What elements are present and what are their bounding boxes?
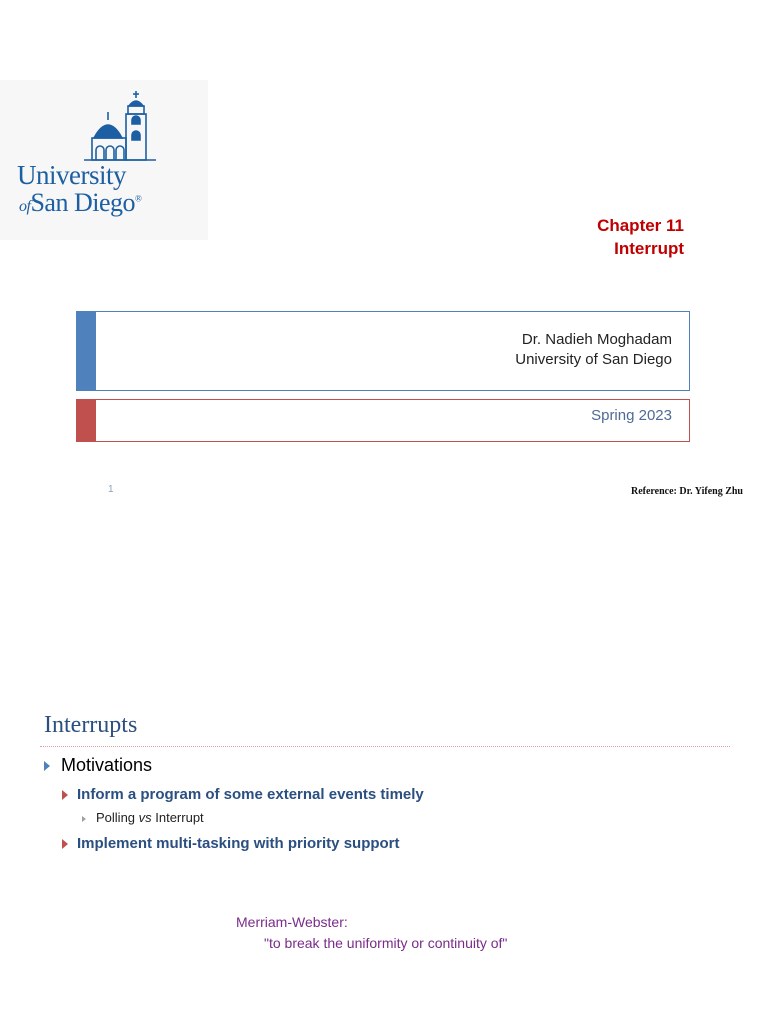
chapter-title: Interrupt bbox=[614, 239, 684, 258]
logo-wordmark-line1: University bbox=[17, 160, 126, 190]
bullet-arrow-icon bbox=[62, 790, 68, 800]
logo-of: of bbox=[19, 198, 31, 215]
reference-note: Reference: Dr. Yifeng Zhu bbox=[630, 486, 743, 497]
mission-building-logo-icon bbox=[84, 90, 156, 162]
bullet-l3-post: Interrupt bbox=[151, 810, 204, 825]
quote-text: "to break the uniformity or continuity of" bbox=[264, 935, 508, 951]
chapter-heading bbox=[597, 214, 684, 260]
bullet-level1-text: Motivations bbox=[61, 755, 153, 775]
bullet-arrow-icon bbox=[82, 816, 86, 822]
university-logo bbox=[0, 80, 208, 240]
bullet-level2-text: Inform a program of some external events timely bbox=[77, 786, 424, 803]
author-name: Dr. Nadieh Moghadam bbox=[521, 331, 672, 348]
title-divider bbox=[40, 746, 730, 747]
bullet-level3 bbox=[82, 810, 204, 825]
bullet-level1 bbox=[44, 755, 152, 776]
chapter-number: Chapter 11 bbox=[597, 216, 684, 235]
bullet-level2-text: Implement multi-tasking with priority support bbox=[77, 835, 400, 852]
term-box bbox=[76, 399, 690, 442]
author-institution: University of San Diego bbox=[515, 351, 672, 368]
bullet-arrow-icon bbox=[62, 839, 68, 849]
slide-title: Interrupts bbox=[44, 712, 138, 738]
author-box bbox=[76, 311, 690, 391]
bullet-level2 bbox=[62, 833, 400, 852]
term-accent-bar bbox=[77, 400, 96, 441]
logo-wordmark-line2 bbox=[19, 188, 141, 218]
registered-mark: ® bbox=[135, 193, 142, 204]
content-slide bbox=[0, 512, 768, 1024]
author-accent-bar bbox=[77, 312, 96, 390]
bullet-level2 bbox=[62, 784, 424, 803]
term-label: Spring 2023 bbox=[591, 407, 672, 424]
bullet-l3-pre: Polling bbox=[96, 810, 139, 825]
logo-san-diego: San Diego bbox=[30, 188, 135, 217]
bullet-arrow-icon bbox=[44, 761, 50, 771]
page-number: 1 bbox=[108, 484, 114, 495]
quote-source: Merriam-Webster: bbox=[236, 914, 348, 930]
bullet-l3-em: vs bbox=[138, 810, 152, 825]
